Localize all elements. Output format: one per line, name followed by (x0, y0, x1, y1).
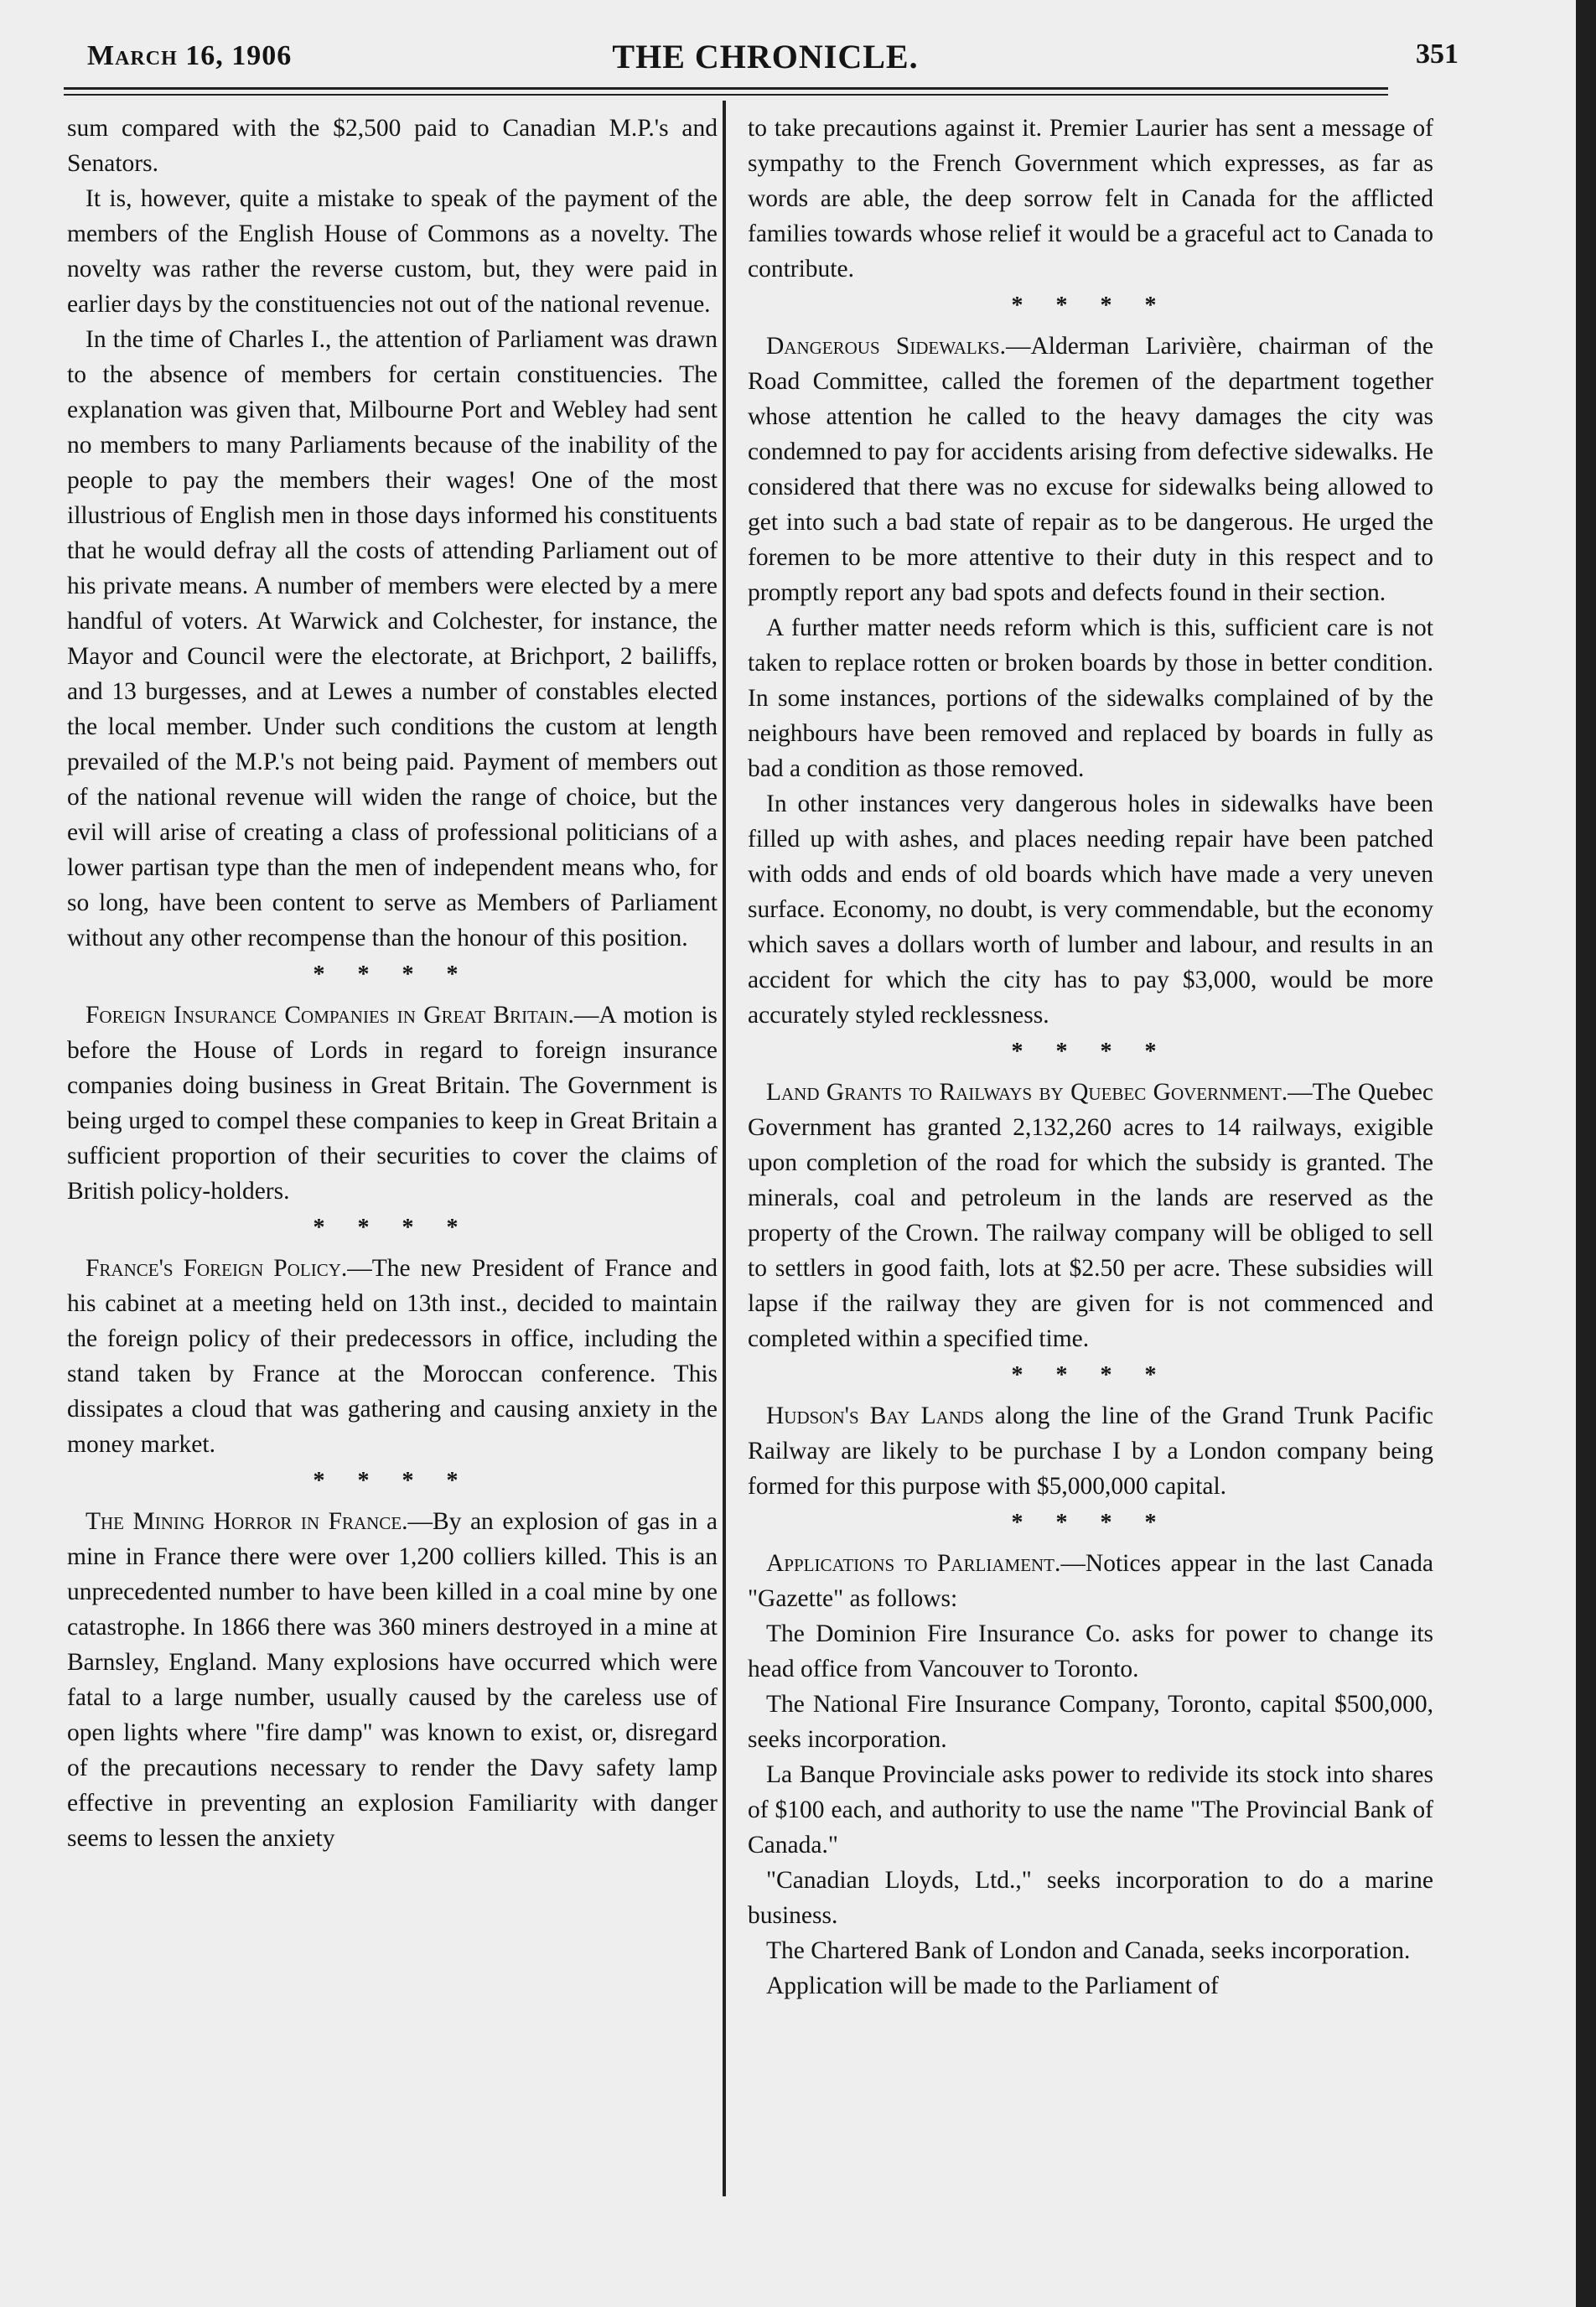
article-applications (748, 1546, 1433, 1616)
publication-title: THE CHRONICLE. (612, 38, 919, 75)
article-heading: Hudson's Bay Lands (766, 1402, 984, 1429)
article-text: —By an explosion of gas in a mine in France there were over 1,200 colliers killed. This is an unprecedented number to have been killed in a coal mine by one catastrophe. In 1866 there was 360 miners destroyed in a mine at Barnsley, England. Many explosions have occurred which were fatal to a large number, usually caused by the careless use of open lights where "fire damp" was known to exist, or, disregard of the precautions necessary to render the Davy safety lamp effective in preventing an explosion Familiarity with danger seems to lessen the anxiety (67, 1508, 718, 1852)
right-column (748, 111, 1433, 2004)
section-separator: * * * * (313, 1215, 472, 1241)
application-item: The Chartered Bank of London and Canada, seeks incorporation. (766, 1937, 1411, 1964)
section-separator: * * * * (313, 962, 472, 988)
application-item: "Canadian Lloyds, Ltd.," seeks incorporation to do a marine business. (748, 1867, 1433, 1929)
section-separator: * * * * (1011, 293, 1170, 319)
article-heading: Foreign Insurance Companies in Great Britain. (86, 1002, 574, 1029)
column-divider (723, 101, 726, 2196)
article-text: —The Quebec Government has granted 2,132,260 acres to 14 railways, exigible upon completion of the road for which the subsidy is granted. The minerals, coal and petroleum in the lands are reserved as the property of the Crown. The railway company will be obliged to sell to settlers in good faith, lots at $2.50 per acre. These subsidies will lapse if the railway they are given for is not commenced and completed within a specified time. (748, 1079, 1433, 1352)
article-foreign-insurance (67, 998, 718, 1209)
page-number: 351 (1416, 39, 1459, 70)
article-france-policy (67, 1251, 718, 1462)
article-text: —Notices appear in the last Canada "Gazette" as follows: (748, 1550, 1433, 1612)
application-item: The National Fire Insurance Company, Toronto, capital $500,000, seeks incorporation. (748, 1691, 1433, 1753)
article-heading: The Mining Horror in France. (86, 1508, 408, 1535)
article-text: —A motion is before the House of Lords in regard to foreign insurance companies doing business in Great Britain. The Government is being urged to compel these companies to keep in Great Britain a sufficient proportion of their securities to cover the claims of British policy-holders. (67, 1002, 718, 1205)
header-rule (64, 87, 1388, 90)
application-item: Application will be made to the Parliament of (766, 1973, 1219, 1999)
paragraph: In the time of Charles I., the attention of Parliament was drawn to the absence of members for certain constituencies. The explanation was given that, Milbourne Port and Webley had sent no members to many Parliaments because of the inability of the people to pay the members their wages! One of the most illustrious of English men in those days informed his constituents that he would defray all the costs of attending Parliament out of his private means. A number of members were elected by a mere handful of voters. At Warwick and Colchester, for instance, the Mayor and Council were the electorate, at Brichport, 2 bailiffs, and 13 burgesses, and at Lewes a number of constables elected the local member. Under such conditions the custom at length prevailed of the M.P.'s not being paid. Payment of members out of the national revenue will widen the range of choice, but the evil will arise of creating a class of professional politicians of a lower partisan type than the men of independent means who, for so long, have been content to serve as Members of Parliament without any other recompense than the honour of this position. (67, 326, 718, 951)
paragraph: to take precautions against it. Premier Laurier has sent a message of sympathy to the French Government which expresses, as far as words are able, the deep sorrow felt in Canada for the afflicted families towards whose relief it would be a graceful act to Canada to contribute. (748, 115, 1433, 283)
header-rule-thin (64, 94, 1388, 96)
section-separator: * * * * (1011, 1362, 1170, 1388)
article-dangerous-sidewalks (748, 329, 1433, 610)
article-text: —The new President of France and his cabinet at a meeting held on 13th inst., decided to maintain the foreign policy of their predecessors in office, including the stand taken by France at the Moroccan conference. This dissipates a cloud that was gathering and causing anxiety in the money market. (67, 1255, 718, 1458)
page-header (64, 32, 1467, 82)
application-item: The Dominion Fire Insurance Co. asks for power to change its head office from Vancouver to Toronto. (748, 1620, 1433, 1682)
article-heading: France's Foreign Policy. (86, 1255, 348, 1282)
article-mining-horror (67, 1504, 718, 1856)
article-land-grants (748, 1075, 1433, 1356)
section-separator: * * * * (313, 1468, 472, 1494)
paragraph: It is, however, quite a mistake to speak of the payment of the members of the English House of Commons as a novelty. The novelty was rather the reverse custom, but, they were paid in earlier days by the constituencies not out of the national revenue. (67, 185, 718, 318)
scan-edge (1576, 0, 1596, 2307)
left-column (67, 111, 718, 1856)
article-heading: Land Grants to Railways by Quebec Government. (766, 1079, 1288, 1106)
article-heading: Applications to Parliament. (766, 1550, 1061, 1577)
issue-date: March 16, 1906 (87, 40, 293, 71)
article-heading: Dangerous Sidewalks. (766, 333, 1006, 360)
application-item: La Banque Provinciale asks power to redivide its stock into shares of $100 each, and authority to use the name "The Provincial Bank of Canada." (748, 1761, 1433, 1859)
paragraph: In other instances very dangerous holes in sidewalks have been filled up with ashes, and places needing repair have been patched with odds and ends of old boards which have made a very uneven surface. Economy, no doubt, is very commendable, but the economy which saves a dollars worth of lumber and labour, and results in an accident for which the city has to pay $3,000, would be more accurately styled recklessness. (748, 791, 1433, 1029)
paragraph: A further matter needs reform which is this, sufficient care is not taken to replace rotten or broken boards by those in better condition. In some instances, portions of the sidewalks complained of by the neighbours have been removed and replaced by boards in fully as bad a condition as those removed. (748, 614, 1433, 782)
section-separator: * * * * (1011, 1510, 1170, 1536)
article-hudsons-bay (748, 1398, 1433, 1504)
article-text: —Alderman Larivière, chairman of the Road Committee, called the foremen of the department together whose attention he called to the heavy damages the city was condemned to pay for accidents arising from defective sidewalks. He considered that there was no excuse for sidewalks being allowed to get into such a bad state of repair as to be dangerous. He urged the foremen to be more attentive to their duty in this respect and to promptly report any bad spots and defects found in their section. (748, 333, 1434, 606)
article-text: along the line of the Grand Trunk Pacific Railway are likely to be purchase I by a London company being formed for this purpose with $5,000,000 capital. (748, 1402, 1434, 1500)
paragraph: sum compared with the $2,500 paid to Canadian M.P.'s and Senators. (67, 115, 718, 177)
section-separator: * * * * (1011, 1039, 1170, 1065)
